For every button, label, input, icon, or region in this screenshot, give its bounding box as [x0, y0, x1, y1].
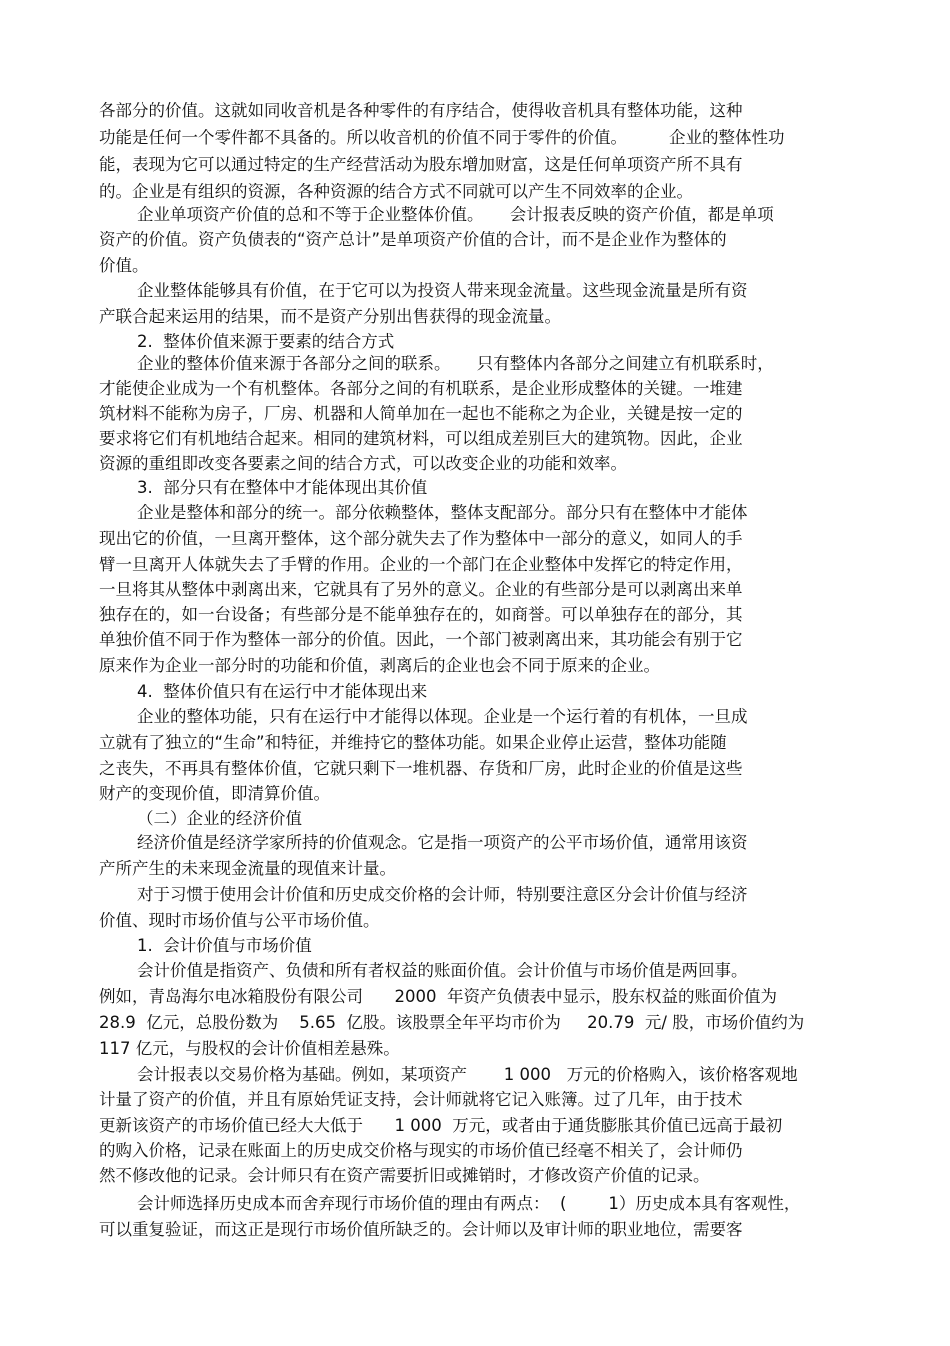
- text-line: 现出它的价值，一旦离开整体，这个部分就失去了作为整体中一部分的意义，如同人的手: [99, 529, 743, 548]
- text-line: 产联合起来运用的结果，而不是资产分别出售获得的现金流量。: [99, 307, 561, 326]
- text-line: 的购入价格，记录在账面上的历史成交价格与现实的市场价值已经毫不相关了，会计师仍: [99, 1141, 743, 1160]
- text-line: 28.9 亿元，总股份数为 5.65 亿股。该股票全年平均市价为 20.79 元/ 股，市场价值约为: [99, 1013, 805, 1032]
- text-line: 的。企业是有组织的资源，各种资源的结合方式不同就可以产生不同效率的企业。: [99, 182, 693, 201]
- text-line: 财产的变现价值，即清算价值。: [99, 784, 330, 803]
- text-line: 能，表现为它可以通过特定的生产经营活动为股东增加财富，这是任何单项资产所不具有: [99, 155, 743, 174]
- text-line: 要求将它们有机地结合起来。相同的建筑材料，可以组成差别巨大的建筑物。因此，企业: [99, 429, 743, 448]
- text-line: 臂一旦离开人体就失去了手臂的作用。企业的一个部门在企业整体中发挥它的特定作用，: [99, 555, 743, 574]
- text-line: 独存在的，如一台设备；有些部分是不能单独存在的，如商誉。可以单独存在的部分，其: [99, 605, 743, 624]
- text-line: 会计师选择历史成本而舍弃现行市场价值的理由有两点： ( 1）历史成本具有客观性，: [137, 1194, 801, 1213]
- text-line: 117 亿元，与股权的会计价值相差悬殊。: [99, 1039, 400, 1058]
- text-line: 才能使企业成为一个有机整体。各部分之间的有机联系，是企业形成整体的关键。一堆建: [99, 379, 743, 398]
- text-line: 可以重复验证，而这正是现行市场价值所缺乏的。会计师以及审计师的职业地位，需要客: [99, 1220, 743, 1239]
- text-line: 企业的整体价值来源于各部分之间的联系。 只有整体内各部分之间建立有机联系时，: [137, 354, 774, 373]
- text-line: 之丧失，不再具有整体价值，它就只剩下一堆机器、存货和厂房，此时企业的价值是这些: [99, 759, 743, 778]
- text-line: 例如，青岛海尔电冰箱股份有限公司 2000 年资产负债表中显示，股东权益的账面价值为: [99, 987, 777, 1006]
- text-line: 价值、现时市场价值与公平市场价值。: [99, 911, 380, 930]
- text-line: 资产的价值。资产负债表的“资产总计”是单项资产价值的合计，而不是企业作为整体的: [99, 230, 727, 249]
- text-line: 各部分的价值。这就如同收音机是各种零件的有序结合，使得收音机具有整体功能，这种: [99, 101, 743, 120]
- text-line: 筑材料不能称为房子，厂房、机器和人简单加在一起也不能称之为企业，关键是按一定的: [99, 404, 743, 423]
- text-line: 企业是整体和部分的统一。部分依赖整体，整体支配部分。部分只有在整体中才能体: [137, 503, 748, 522]
- text-line: 然不修改他的记录。会计师只有在资产需要折旧或摊销时，才修改资产价值的记录。: [99, 1166, 710, 1185]
- text-line: 企业的整体功能，只有在运行中才能得以体现。企业是一个运行着的有机体，一旦成: [137, 707, 748, 726]
- text-line: 企业整体能够具有价值，在于它可以为投资人带来现金流量。这些现金流量是所有资: [137, 281, 748, 300]
- text-line: 会计价值是指资产、负债和所有者权益的账面价值。会计价值与市场价值是两回事。: [137, 961, 748, 980]
- text-line: 产所产生的未来现金流量的现值来计量。: [99, 859, 396, 878]
- section-heading: 1. 会计价值与市场价值: [137, 936, 312, 955]
- text-line: 计量了资产的价值，并且有原始凭证支持，会计师就将它记入账簿。过了几年，由于技术: [99, 1090, 743, 1109]
- text-line: 经济价值是经济学家所持的价值观念。它是指一项资产的公平市场价值，通常用该资: [137, 833, 748, 852]
- text-line: 会计报表以交易价格为基础。例如，某项资产 1 000 万元的价格购入，该价格客观地: [137, 1065, 798, 1084]
- text-line: 单独价值不同于作为整体一部分的价值。因此，一个部门被剥离出来，其功能会有别于它: [99, 630, 743, 649]
- section-heading: 4. 整体价值只有在运行中才能体现出来: [137, 682, 428, 701]
- text-line: 价值。: [99, 256, 149, 275]
- text-line: 一旦将其从整体中剥离出来，它就具有了另外的意义。企业的有些部分是可以剥离出来单: [99, 580, 743, 599]
- section-heading: 2. 整体价值来源于要素的结合方式: [137, 332, 395, 351]
- section-heading: （二）企业的经济价值: [137, 809, 302, 828]
- text-line: 对于习惯于使用会计价值和历史成交价格的会计师，特别要注意区分会计价值与经济: [137, 885, 748, 904]
- text-line: 立就有了独立的“生命”和特征，并维持它的整体功能。如果企业停止运营，整体功能随: [99, 733, 727, 752]
- text-line: 企业单项资产价值的总和不等于企业整体价值。 会计报表反映的资产价值，都是单项: [137, 205, 774, 224]
- text-line: 功能是任何一个零件都不具备的。所以收音机的价值不同于零件的价值。 企业的整体性功: [99, 128, 785, 147]
- text-line: 更新该资产的市场价值已经大大低于 1 000 万元，或者由于通货膨胀其价值已远高于最初: [99, 1116, 783, 1135]
- section-heading: 3. 部分只有在整体中才能体现出其价值: [137, 478, 428, 497]
- text-line: 资源的重组即改变各要素之间的结合方式，可以改变企业的功能和效率。: [99, 454, 627, 473]
- text-line: 原来作为企业一部分时的功能和价值，剥离后的企业也会不同于原来的企业。: [99, 656, 660, 675]
